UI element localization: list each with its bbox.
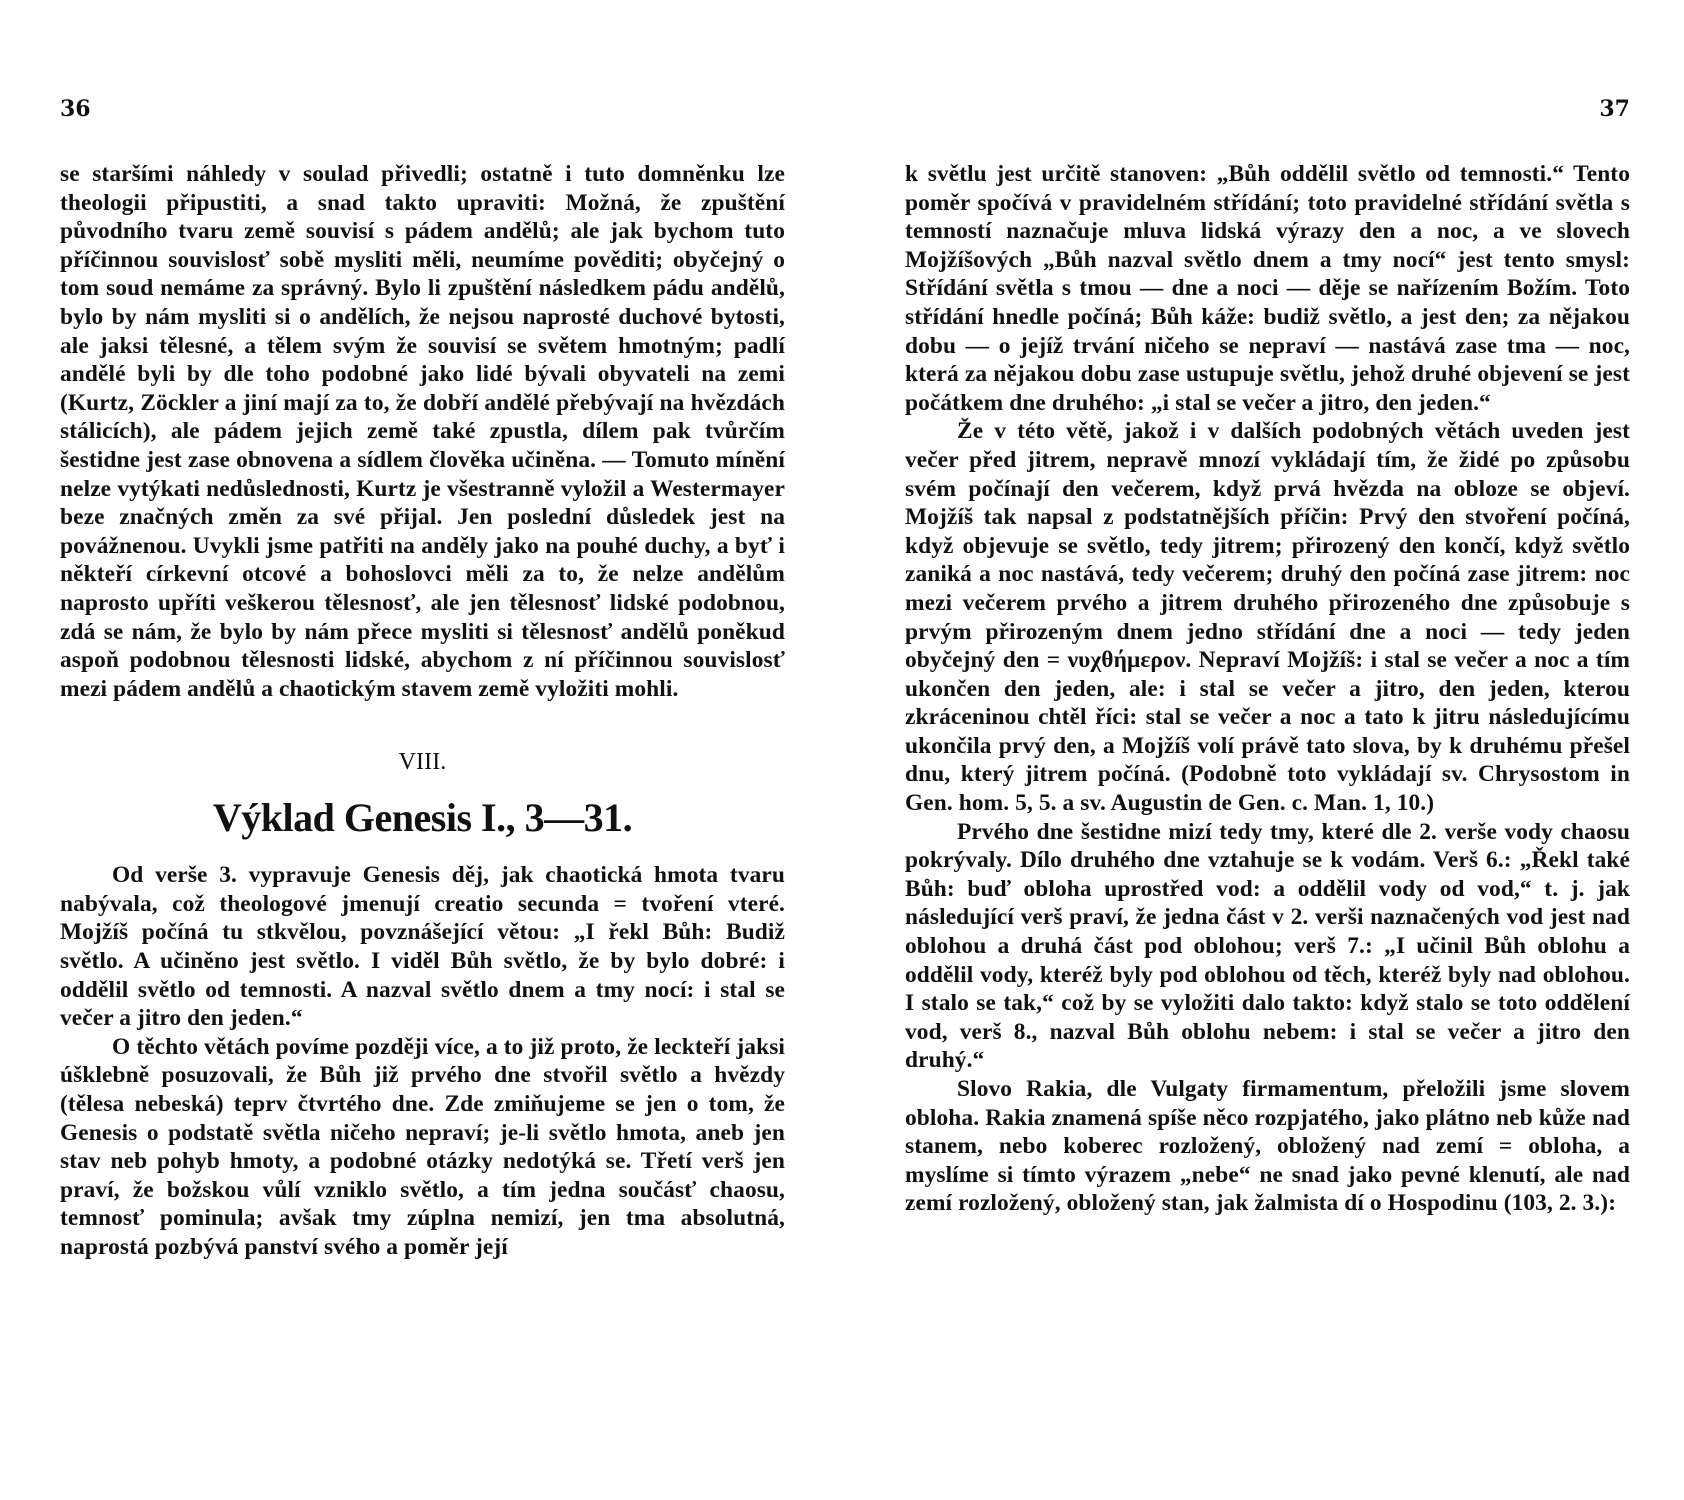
page-number-right: 37 (1599, 96, 1630, 122)
left-page-text (60, 160, 785, 1262)
paragraph: O těchto větách povíme později více, a to již proto, že leckteří jaksi úšklebně posuzovali, že Bůh již prvého dne stvořil světlo a hvězdy (tělesa nebeská) teprv čtvrtého dne. Zde zmiňujeme se jen o tom, že Genesis o podstatě světla ničeho nepraví; je-li světlo hmota, aneb jen stav neb pohyb hmoty, a podobné otázky nedotýká se. Třetí verš jen praví, že božskou vůlí vzniklo světlo, a tím jedna součásť chaosu, temnosť pominula; avšak tmy zúplna nemizí, jen tma absolutná, naprostá pozbývá panství svého a poměr její (60, 1033, 785, 1260)
right-page-text (905, 160, 1630, 1218)
page-number-left: 36 (60, 96, 91, 122)
chapter-title: Výklad Genesis I., 3—31. (212, 795, 633, 841)
chapter-number: VIII. (398, 749, 447, 776)
paragraph: Že v této větě, jakož i v dalších podobných větách uveden jest večer před jitrem, nepravě mnozí vykládají tím, že židé po způsobu svém počínají den večerem, když prvá hvězda na obloze se objeví. Mojžíš tak napsal z podstatnějších příčin: Prvý den stvoření počíná, když objevuje se světlo, tedy jitrem; přirozený den končí, když světlo zaniká a noc nastává, tedy večerem; druhý den počíná zase jitrem: noc mezi večerem prvého a jitrem druhého přirozeného dne způsobuje s prvým přirozeným dnem jedno střídání dne a noci — tedy jeden obyčejný den = νυχθήμερον. Nepraví Mojžíš: i stal se večer a noc a tím ukončen den jeden, ale: i stal se večer a jitro, den jeden, kterou zkráceninou chtěl říci: stal se večer a noc a tato k jitru následujícímu ukončila prvý den, a Mojžíš volí právě tato slova, by k druhému přešel dnu, který jitrem počíná. (Podobně toto vykládají sv. Chrysostom in Gen. hom. 5, 5. a sv. Augustin de Gen. c. Man. 1, 10.) (905, 418, 1630, 817)
paragraph-continued: k světlu jest určitě stanoven: „Bůh oddělil světlo od temnosti.“ Tento poměr spočívá v pravidelném střídání; toto pravidelné střídání světla s temností naznačuje mluva lidská výrazy den a noc, a ve slovech Mojžíšových „Bůh nazval světlo dnem a tmy nocí“ jest tento smysl: Střídání světla s tmou — dne a noci — děje se nařízením Božím. Toto střídání hnedle počíná; Bůh káže: budiž světlo, a jest den; za nějakou dobu — o jejíž trvání ničeho se nepraví — nastává zase tma — noc, která za nějakou dobu zase ustupuje světlu, jehož druhé objevení se jest počátkem dne druhého: „i stal se večer a jitro, den jeden.“ (905, 161, 1630, 416)
paragraph: Prvého dne šestidne mizí tedy tmy, které dle 2. verše vody chaosu pokrývaly. Dílo druhého dne vztahuje se k vodám. Verš 6.: „Řekl také Bůh: buď obloha uprostřed vod: a oddělil vody od vod,“ t. j. jak následující verš praví, že jedna část v 2. verši naznačených vod jest nad oblohou a druhá část pod oblohou; verš 7.: „I učinil Bůh oblohu a oddělil vody, kteréž byly pod oblohou od těch, kteréž byly nad oblohou. I stalo se tak,“ což by se vyložiti dalo takto: když stalo se toto oddělení vod, verš 8., nazval Bůh oblohu nebem: i stal se večer a jitro den druhý.“ (905, 818, 1630, 1074)
right-page (905, 0, 1630, 1500)
paragraph: Slovo Rakia, dle Vulgaty firmamentum, přeložili jsme slovem obloha. Rakia znamená spíše něco rozpjatého, jako plátno neb kůže nad stanem, nebo koberec rozložený, obložený nad zemí = obloha, a myslíme si tímto výrazem „nebe“ ne snad jako pevné klenutí, ale nad zemí rozložený, obložený stan, jak žalmista dí o Hospodinu (103, 2. 3.): (905, 1076, 1630, 1217)
paragraph-continued: se staršími náhledy v soulad přivedli; ostatně i tuto domněnku lze theologii připustiti, a snad takto upraviti: Možná, že zpuštění původního tvaru země souvisí s pádem andělů; ale jak bychom tuto příčinnou souvislosť sobě mysliti měli, neumíme pověditi; obyčejný o tom soud nemáme za správný. Bylo li zpuštění následkem pádu andělů, bylo by nám mysliti si o andělích, že nejsou naprosté duchové bytosti, ale jaksi tělesné, a tělem svým že souvisí se světem hmotným; padlí andělé byli by dle toho podobné jako lidé bývali obyvateli na zemi (Kurtz, Zöckler a jiní mají za to, že dobří andělé přebývají na hvězdách stálicích), ale pádem jejich země také zpustla, dílem pak tvůrčím šestidne jest zase obnovena a sídlem člověka učiněna. — Tomuto mínění nelze vytýkati nedůslednosti, Kurtz je všestranně vyložil a Westermayer beze značných změn za své přijal. Jen poslední důsledek jest na povážnenou. Uvykli jsme patřiti na anděly jako na pouhé duchy, a byť i někteří církevní otcové a bohoslovci měli za to, že nelze andělům naprosto upříti veškerou tělesnosť, ale jen tělesnosť lidské podobnou, zdá se nám, že bylo by nám přece mysliti si tělesnosť andělů poněkud aspoň podobnou tělesnosti lidské, abychom z ní příčinnou souvislosť mezi pádem andělů a chaotickým stavem země vyložiti mohli. (60, 161, 785, 702)
left-page (60, 0, 785, 1500)
paragraph: Od verše 3. vypravuje Genesis děj, jak chaotická hmota tvaru nabývala, což theologové jmenují creatio secunda = tvoření vteré. Mojžíš počíná tu stkvělou, povznášející větou: „I řekl Bůh: Budiž světlo. A učiněno jest světlo. I viděl Bůh světlo, že by bylo dobré: i oddělil světlo od temnosti. A nazval světlo dnem a tmy nocí: i stal se večer a jitro den jeden.“ (60, 862, 785, 1032)
